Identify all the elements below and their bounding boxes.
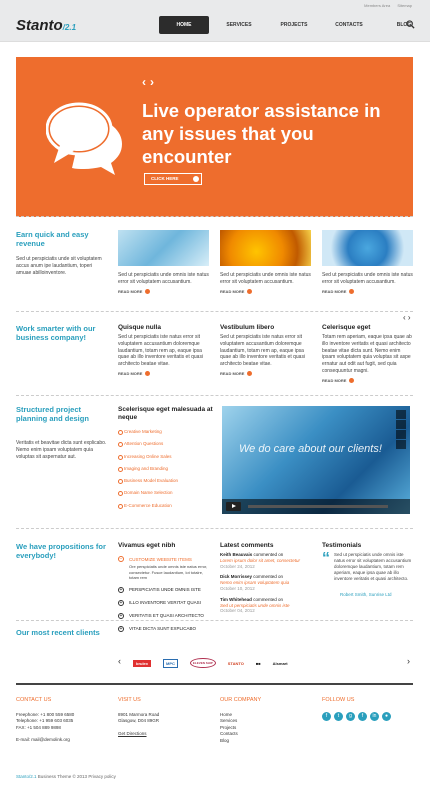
list-link[interactable]: Attention Questions [118,441,218,446]
read-more-link[interactable]: READ MORE [220,371,312,376]
logo[interactable]: Stanto/2.1 [16,17,77,34]
footer-divider [16,683,413,685]
video-caption: We do care about our clients! [239,443,382,455]
chat-bubbles-icon [46,97,128,179]
column-heading: Celerisque eget [322,324,371,331]
read-more-link[interactable]: READ MORE [118,371,210,376]
accordion-item[interactable]: + VITAE DICTA SUNT EXPLICABO [119,625,197,632]
comments-title: Latest comments [220,542,274,549]
footer-link[interactable]: Contacts [220,731,238,736]
active-list-item[interactable]: − CUSTOMIZE WEBSITE ITEMS [119,556,192,562]
footer-company: OUR COMPANY Home Services Projects Contacts Blog [220,697,315,744]
arrow-circle-icon [247,289,252,294]
arrow-circle-icon [145,289,150,294]
client-logo[interactable]: ELEVEN SHIP [190,658,216,668]
work-title: Work smarter with our business company! [16,324,96,342]
plus-icon: + [119,625,123,632]
arrow-circle-icon [193,176,199,182]
column-heading: Vestibulum libero [220,324,275,331]
nav-projects[interactable]: PROJECTS [280,22,308,28]
privacy-link[interactable]: Privacy policy [88,774,116,779]
services-list [118,429,218,515]
arrow-circle-icon [349,378,354,383]
video-player[interactable] [222,406,410,514]
read-more-link[interactable]: READ MORE [322,289,414,296]
members-area-link[interactable]: Members Area [364,3,391,8]
footer-visit: VISIT US 8901 Marmora Road Glasgow, D04 89GR Get Directions [118,697,213,737]
card-text: Sed ut perspiciatis unde omnis iste natus error sit voluptatem accusantium. [118,272,209,285]
footer-link[interactable]: Home [220,711,233,717]
active-item-text: Ore perspiciatis unde omnis iste natus error, consectetur. Fusce laudantium, lot totalre, totam rem [129,564,208,580]
nav-home[interactable]: HOME [159,16,209,34]
accordion-item[interactable]: + PERSPICIATIS UNDE OMNIS ISTE [119,586,201,593]
client-logo[interactable]: ■■ [255,660,261,666]
like-icon[interactable] [396,410,406,419]
facebook-icon[interactable]: f [322,712,331,721]
list-link[interactable]: Business Model Evaluation [118,478,218,483]
dribbble-icon[interactable]: ● [382,712,391,721]
later-icon[interactable] [396,420,406,429]
footer-link[interactable]: Blog [220,737,230,743]
arrow-circle-icon [247,371,252,376]
arrow-circle-icon [349,289,354,294]
google-plus-icon[interactable]: g [346,712,355,721]
video-progress[interactable] [248,505,388,508]
read-more-link[interactable]: READ MORE [118,289,210,296]
arrow-circle-icon [145,371,150,376]
comment: Dick Morrissey commented on Nemo enim ipsam voluptatem quia October 10, 2012 [220,574,290,591]
clock-image [118,230,209,266]
minus-icon: − [119,556,123,562]
nav-contacts[interactable]: CONTACTS [335,22,363,28]
list-link[interactable]: E-Commerce Education [118,503,218,508]
quote-icon: “ [322,550,330,567]
testimonial-role: Sunrise Ltd [368,592,392,597]
comment-link[interactable]: Nemo enim ipsam voluptatem quia [220,580,290,586]
nav-blog[interactable]: BLOG [396,22,412,28]
comment: Tim Whitehead commented on Sed ut perspiciatis unde omnis iste October 04, 2012 [220,596,290,614]
read-more-link[interactable]: READ MORE [322,378,414,383]
testimonials-title: Testimonials [322,542,362,549]
column-text: Totam rem aperiam, eaque ipsa quae ab illo inventore veritatis et quasi architecto beatae vitae dicta sunt. Nemo enim ipsam voluptatem quia voluptas sit aspe ernatur aut odit aut fugit, sed quia consequuntur magni. [322,334,412,374]
next-arrow-icon[interactable]: › [407,313,411,322]
earn-title: Earn quick and easy revenue [16,230,89,248]
testimonial-author: Robert Smith, [340,592,368,597]
nav-services[interactable]: SERVICES [226,22,252,28]
client-logos [133,658,300,668]
footer-link[interactable]: Projects [220,724,237,730]
clients-prev-icon[interactable]: ‹ [118,656,121,666]
client-logo[interactable]: STANTO [227,660,244,666]
column-heading: Quisque nulla [118,324,161,331]
card-text: Sed ut perspiciatis unde omnis iste natus error sit voluptatem accusantium. [322,272,413,285]
globe-hands-image [322,230,413,266]
clients-title: Our most recent clients [16,628,100,637]
clients-next-icon[interactable]: › [407,656,410,666]
divider [16,395,413,396]
testimonial-text: Sed ut perspiciatis unde omnis iste natus error sit voluptatem accusantium doloremque laudantium, totam rem aperiam, eaque ipsa quae ab illo inventore veritatis et quasi architecto. [334,552,412,581]
search-icon[interactable] [406,20,415,29]
click-here-button[interactable]: CLICK HERE [144,173,202,185]
planning-title: Structured project planning and design [16,405,89,423]
comment: Keith Beauvais commented on Lorem ipsum dolor sit amet, consectetur October 24, 2012 [220,552,301,569]
comment-link[interactable]: Sed ut perspiciatis unde omnis iste [220,602,290,608]
list-link[interactable]: Creative Marketing [118,429,218,434]
hero-slider [16,57,413,217]
accordion-item[interactable]: + ILLO INVENTORE VERITAT QUASI [119,599,201,606]
props-title: We have propositions for everybody! [16,542,106,560]
hero-next-arrow[interactable]: › [150,75,154,89]
footer-link[interactable]: Services [220,718,238,723]
divider [16,528,413,529]
accordion-item[interactable]: + VERITATIS ET QUASI ARCHITECTO [119,612,204,619]
linkedin-icon[interactable]: in [370,712,379,721]
hero-prev-arrow[interactable]: ‹ [142,75,146,89]
divider [16,311,413,312]
client-logo[interactable]: Alsmart [272,660,288,666]
footer-follow: FOLLOW US f t g f in ● [322,697,417,721]
email-link[interactable]: mail@demolink.org [31,737,70,742]
comment-link[interactable]: Lorem ipsum dolor sit amet, consectetur [220,557,301,563]
list-link[interactable]: Imaging and Branding [118,466,218,471]
divider [16,620,413,621]
list-link[interactable]: Increasing Online Sales [118,454,218,459]
column-text: Sed ut perspiciatis iste natus error sit voluptatem accusantium doloremque laudantium, totam rem ap, eaque ipsa quae ab illo inventore veritatis et quasi architecto beatae vitae. [220,334,306,368]
client-logo[interactable]: brulex [133,660,151,667]
twitter-icon[interactable]: t [334,712,343,721]
props-list-title: Vivamus eget nibh [118,542,176,549]
directions-link[interactable]: Get Directions [118,730,147,736]
plus-icon: + [119,599,123,606]
column-text: Sed ut perspiciatis iste natus error sit voluptatem accusantium doloremque laudantium, totam rem ap, eaque ipsa quae ab illo inventore veritatis et quasi architecto beatae vitae. [118,334,204,368]
client-logo[interactable]: MPC [163,659,178,668]
list-title: Scelerisque eget malesuada at neque [118,406,213,421]
earn-text: Sed ut perspiciatis unde sit voluptatem accus anum ipe laudantium, toperi amuae abilloinventore. [16,256,102,276]
header [0,0,430,42]
read-more-link[interactable]: READ MORE [220,289,312,296]
embed-icon[interactable] [396,440,406,449]
card-text: Sed ut perspiciatis unde omnis iste natus error sit voluptatem accusantium. [220,272,311,285]
play-icon[interactable] [226,502,241,511]
share-icon[interactable] [396,430,406,439]
footer-contact: CONTACT US Freephone: +1 800 559 6580 Telephone: +1 959 603 6035 FAX: +1 504 889 9898 E-mail: mail@demolink.org [16,697,75,742]
percent-image [220,230,311,266]
sitemap-link[interactable]: Sitemap [397,3,412,8]
main-nav [159,16,430,34]
video-side-controls [396,410,406,450]
planning-text: Veritatis et beavitae dicta sunt explicabo. Nemo enim ipsam voluptatem quia voluptas sit aspernatur aut. [16,440,107,460]
list-link[interactable]: Domain Name Selection [118,490,218,495]
divider [16,216,413,217]
prev-arrow-icon[interactable]: ‹ [403,313,406,322]
video-controls [222,499,410,514]
flickr-icon[interactable]: f [358,712,367,721]
top-links [358,3,412,8]
plus-icon: + [119,586,123,593]
hero-title: Live operator assistance in any issues that you encounter [142,100,381,167]
copyright: Stanto/2.1 Business Theme © 2013 Privacy policy [16,774,116,779]
plus-icon: + [119,612,123,619]
